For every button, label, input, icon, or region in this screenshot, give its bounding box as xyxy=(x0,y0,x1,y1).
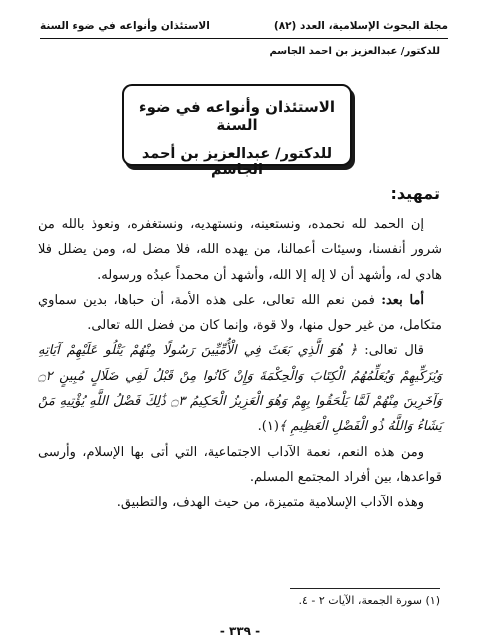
title-box xyxy=(122,84,352,178)
body-text xyxy=(38,212,442,516)
page-number: - ٣٣٩ - xyxy=(219,624,261,638)
section-heading: تمهيد: xyxy=(390,184,440,203)
article-title: الاستئذان وأنواعه في ضوء السنة xyxy=(138,98,336,134)
paragraph-social-etiquette: ومن هذه النعم، نعمة الآداب الاجتماعية، التي أتى بها الإسلام، وأرسى قواعدها، بين أفراد المجتمع المسلم. xyxy=(38,444,442,485)
quote-intro: قال تعالى: xyxy=(357,343,424,359)
paragraph-text: فمن نعم الله تعالى، على هذه الأمة، أن حباها، بدين سماوي متكامل، من غير حول منها، ولا قوة، وإنما كان من فضل الله تعالى. xyxy=(38,292,442,334)
header-rule xyxy=(40,38,448,39)
running-author: للدكتور/ عبدالعزيز بن احمد الجاسم xyxy=(269,46,440,57)
paragraph-amma-baad xyxy=(38,288,442,339)
paragraph-intro: إن الحمد لله نحمده، ونستعينه، ونستهديه، ونستغفره، ونعوذ بالله من شرور أنفسنا، وسيئات أعمالنا، من يهده الله، فلا مضل له، ومن يضلل فلا هادي له، وأشهد أن لا إله إلا الله، وأشهد أن محمداً عبدُه ورسوله. xyxy=(38,217,442,283)
running-article-title: الاستئذان وأنواعه في ضوء السنة xyxy=(40,20,210,32)
running-header xyxy=(40,16,448,36)
footnote: (١) سورة الجمعة، الآيات ٢ - ٤. xyxy=(298,594,440,607)
quran-verse: ﴿ هُوَ الَّذِي بَعَثَ فِي الْأُمِّيِّينَ رَسُولًا مِنْهُمْ يَتْلُو عَلَيْهِمْ آيَاتِهِ وَيُزَكِّيهِمْ وَيُعَلِّمُهُمُ الْكِتَابَ وَالْحِكْمَةَ وَإِنْ كَانُوا مِنْ قَبْلُ لَفِي ضَلَالٍ مُبِينٍ ۝٢ وَآخَرِينَ مِنْهُمْ لَمَّا يَلْحَقُوا بِهِمْ وَهُوَ الْعَزِيزُ الْحَكِيمُ ۝٣ ذَٰلِكَ فَضْلُ اللَّهِ يُؤْتِيهِ مَنْ يَشَاءُ وَاللَّهُ ذُو الْفَضْلِ الْعَظِيمِ ﴾ xyxy=(38,343,442,435)
paragraph-etiquette-distinct: وهذه الآداب الإسلامية متميزة، من حيث الهدف، والتطبيق. xyxy=(116,495,424,511)
paragraph-quran-quote xyxy=(38,338,442,439)
footnote-rule xyxy=(290,588,440,589)
journal-issue: مجلة البحوث الإسلامية، العدد (٨٢) xyxy=(273,20,448,32)
paragraph-lead: أما بعد: xyxy=(381,292,424,308)
article-author: للدكتور/ عبدالعزيز بن أحمد الجاسم xyxy=(141,146,333,178)
footnote-ref: (١). xyxy=(257,419,279,435)
